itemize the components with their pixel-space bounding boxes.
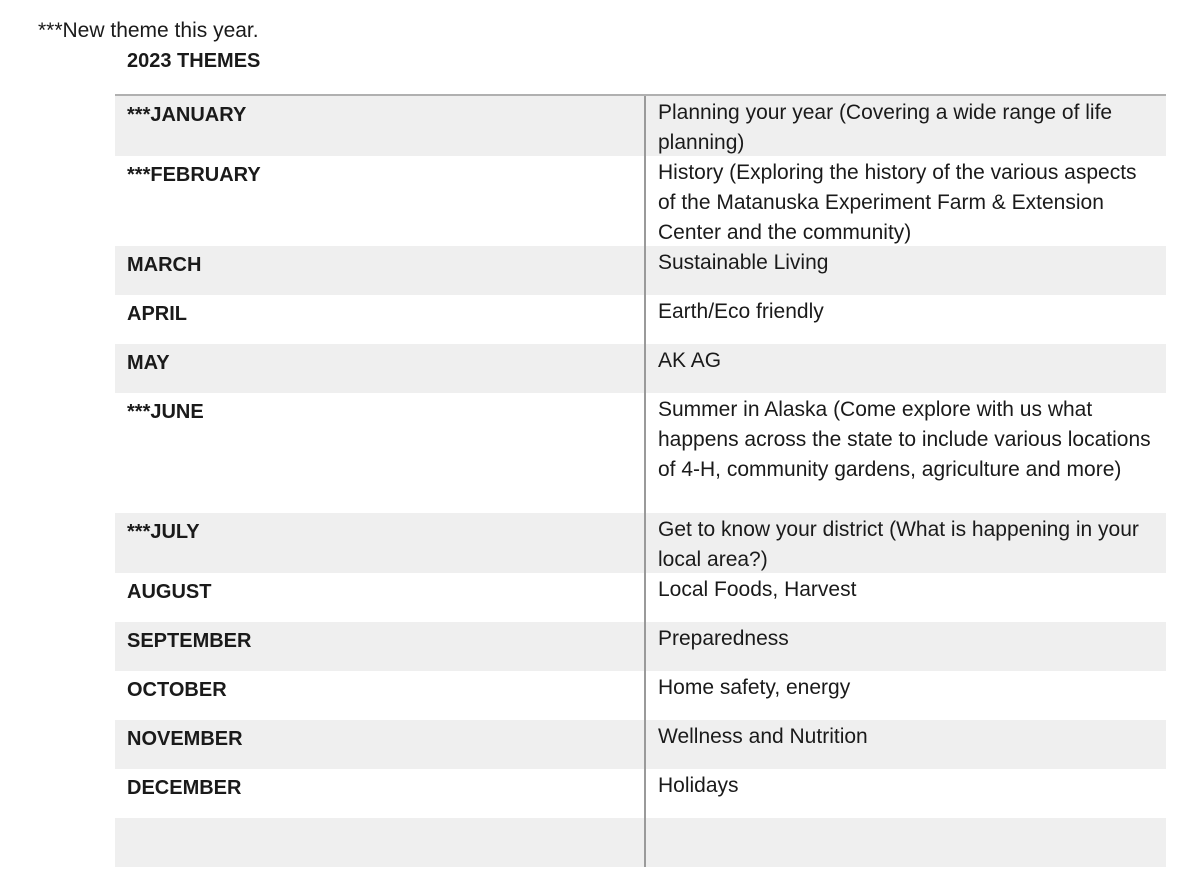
month-cell: MARCH <box>115 246 646 295</box>
table-row <box>115 96 1166 156</box>
new-theme-note: ***New theme this year. <box>38 19 259 42</box>
table-row <box>115 246 1166 295</box>
theme-cell: Home safety, energy <box>658 676 851 699</box>
theme-cell: Earth/Eco friendly <box>658 300 824 323</box>
table-row <box>115 818 1166 867</box>
month-cell: NOVEMBER <box>115 720 646 769</box>
theme-cell: Holidays <box>658 774 739 797</box>
month-cell: ***FEBRUARY <box>115 156 646 246</box>
table-row <box>115 622 1166 671</box>
month-cell: ***JULY <box>115 513 646 573</box>
theme-cell: AK AG <box>658 349 722 372</box>
table-row <box>115 344 1166 393</box>
month-cell: ***JUNE <box>115 393 646 513</box>
month-cell: OCTOBER <box>115 671 646 720</box>
table-row <box>115 295 1166 344</box>
table-row <box>115 671 1166 720</box>
month-cell: SEPTEMBER <box>115 622 646 671</box>
themes-table <box>115 94 1166 867</box>
theme-cell: Preparedness <box>658 627 789 650</box>
theme-cell: History (Exploring the history of the various aspects of the Matanuska Experiment Farm & Extension Center and the community) <box>658 161 1137 244</box>
month-cell: APRIL <box>115 295 646 344</box>
month-cell: AUGUST <box>115 573 646 622</box>
theme-cell: Sustainable Living <box>658 251 829 274</box>
table-row <box>115 513 1166 573</box>
theme-cell: Local Foods, Harvest <box>658 578 857 601</box>
month-cell: ***JANUARY <box>115 96 646 156</box>
theme-cell: Summer in Alaska (Come explore with us what happens across the state to include various locations of 4-H, community gardens, agriculture and more) <box>658 398 1151 481</box>
month-cell: DECEMBER <box>115 769 646 818</box>
table-row <box>115 393 1166 513</box>
theme-cell: Get to know your district (What is happening in your local area?) <box>658 518 1139 571</box>
table-row <box>115 769 1166 818</box>
theme-cell <box>646 818 1166 867</box>
page-title: 2023 THEMES <box>127 50 261 72</box>
theme-cell: Wellness and Nutrition <box>658 725 868 748</box>
month-cell: MAY <box>115 344 646 393</box>
theme-cell: Planning your year (Covering a wide range of life planning) <box>658 101 1113 154</box>
table-row <box>115 573 1166 622</box>
table-row <box>115 156 1166 246</box>
month-cell <box>115 818 646 867</box>
table-row <box>115 720 1166 769</box>
